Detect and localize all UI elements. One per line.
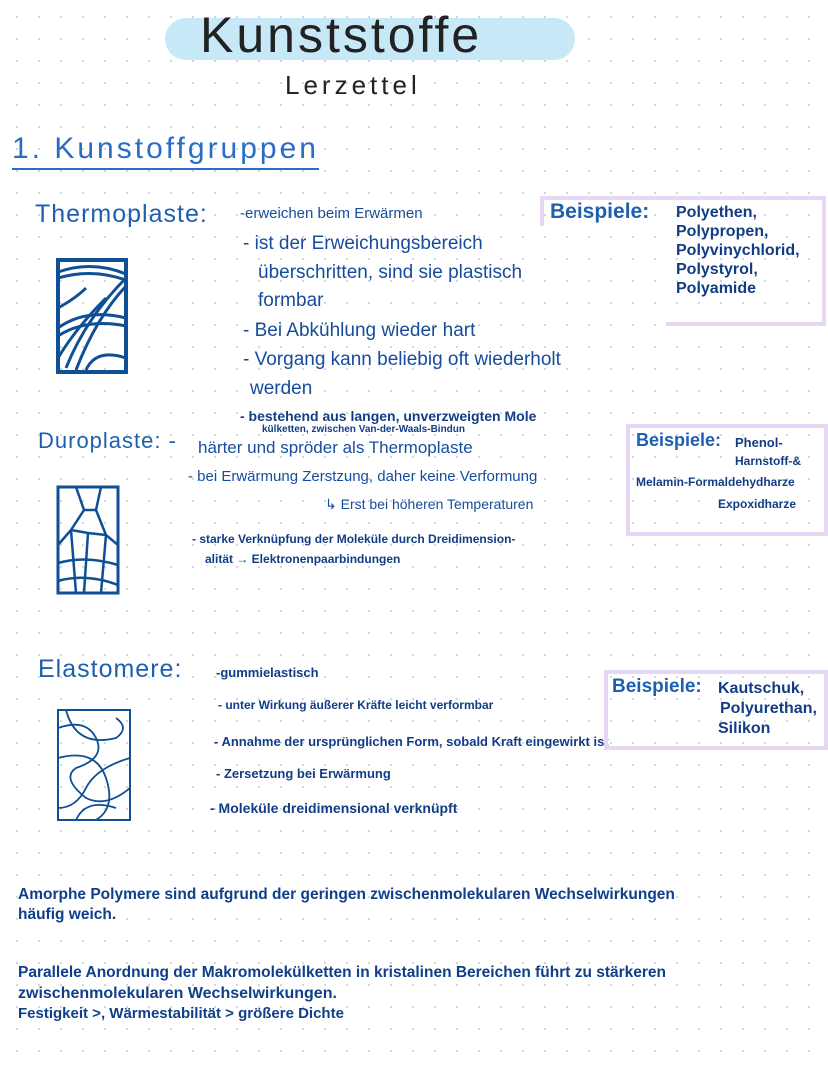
duroplaste-label: Duroplaste: -: [38, 428, 177, 453]
example-item: Silikon: [718, 720, 771, 737]
example-item: Harnstoff-&: [735, 454, 801, 468]
thermo-point: - Vorgang kann beliebig oft wiederholt: [243, 349, 561, 370]
elasto-point: - Annahme der ursprünglichen Form, sobald Kraft eingewirkt ist: [214, 734, 609, 749]
thermo-point: - ist der Erweichungsbereich: [243, 233, 483, 254]
examples-label: Beispiele:: [550, 200, 650, 223]
examples-list: [676, 203, 800, 298]
example-item: Phenol-: [735, 435, 783, 450]
page-subtitle: Lerzettel: [285, 70, 421, 100]
example-item: Polyamide: [676, 280, 757, 297]
example-item: Kautschuk,: [718, 680, 805, 697]
elasto-point: - Moleküle dreidimensional verknüpft: [210, 800, 458, 816]
examples-label: Beispiele:: [612, 676, 702, 697]
duroplast-diagram: [56, 485, 120, 595]
example-item: Polystyrol,: [676, 261, 758, 278]
elastomere-label: Elastomere:: [38, 655, 183, 683]
section-heading: 1. Kunstoffgruppen: [12, 132, 319, 170]
thermo-point: -erweichen beim Erwärmen: [240, 205, 423, 222]
examples-label: Beispiele:: [636, 430, 722, 450]
elasto-point: -gummielastisch: [216, 665, 319, 680]
duro-point: - bei Erwärmung Zerstzung, daher keine Verformung: [188, 468, 538, 485]
thermo-point: überschritten, sind sie plastisch: [258, 262, 523, 283]
example-item: Polyethen,: [676, 204, 757, 221]
duro-point: härter und spröder als Thermoplaste: [198, 438, 473, 457]
thermo-point: - Bei Abkühlung wieder hart: [243, 320, 476, 341]
example-item: Melamin-Formaldehydharze: [636, 475, 795, 489]
thermo-point: formbar: [258, 290, 324, 311]
duro-point: ↳ Erst bei höheren Temperaturen: [325, 496, 534, 512]
duro-point: alität → Elektronenpaarbindungen: [205, 552, 401, 566]
note-line: Parallele Anordnung der Makromolekülketten in kristalinen Bereichen führt zu stärkeren: [18, 964, 667, 981]
thermo-point: - bestehend aus langen, unverzweigten Mole: [240, 408, 537, 424]
note-line: zwischenmolekularen Wechselwirkungen.: [18, 985, 337, 1002]
elasto-point: - unter Wirkung äußerer Kräfte leicht verformbar: [218, 698, 494, 712]
elastomer-diagram: [56, 708, 132, 822]
elasto-point: - Zersetzung bei Erwärmung: [216, 766, 391, 781]
thermoplast-diagram: [56, 258, 128, 374]
example-item: Polyvinychlorid,: [676, 242, 800, 259]
note-line: häufig weich.: [18, 906, 117, 923]
duro-point: - starke Verknüpfung der Moleküle durch Dreidimension-: [192, 532, 516, 546]
thermoplaste-label: Thermoplaste:: [35, 200, 208, 228]
example-item: Polyurethan,: [720, 700, 817, 717]
page-title: Kunststoffe: [200, 7, 483, 63]
example-item: Expoxidharze: [718, 497, 797, 511]
note-line: Festigkeit >, Wärmestabilität > größere Dichte: [18, 1005, 344, 1022]
note-line: Amorphe Polymere sind aufgrund der geringen zwischenmolekularen Wechselwirkungen: [18, 886, 675, 903]
thermo-point: külketten, zwischen Van-der-Waals-Bindun: [262, 424, 465, 435]
example-item: Polypropen,: [676, 223, 769, 240]
thermo-point: werden: [250, 378, 313, 399]
